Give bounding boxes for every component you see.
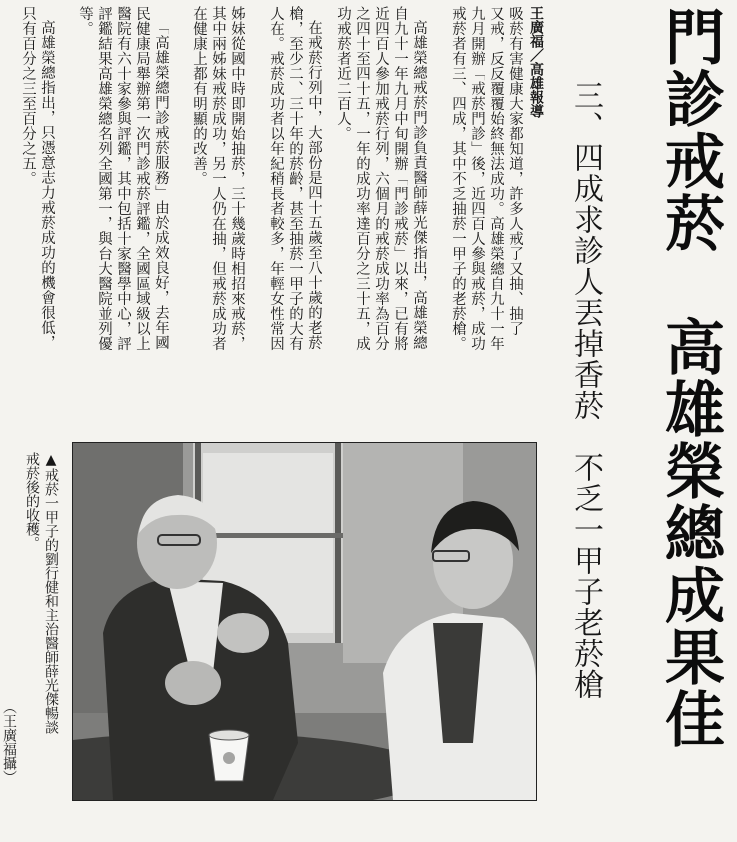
photo-caption-line: 戒菸後的收穫。 (24, 452, 40, 550)
body-line: 「高雄榮總門診戒菸服務」由於成效良好，去年國 (153, 20, 169, 350)
body-line: 高雄榮總戒菸門診負責醫師薛光傑指出，高雄榮總 (411, 20, 427, 350)
body-line: 在戒菸行列中，大部份是四十五歲至八十歲的老菸 (306, 20, 322, 350)
body-line: 人在。戒菸成功者以年紀稍長者較多，年輕女性常因 (268, 6, 284, 351)
body-line: 等。 (77, 6, 93, 36)
body-line: 槍，至少二、三十年的菸齡，甚至抽菸一甲子的大有 (287, 6, 303, 351)
body-line: 戒菸者有三、四成，其中不乏抽菸一甲子的老菸槍。 (450, 6, 466, 351)
body-line: 吸菸有害健康大家都知道，許多人戒了又抽、抽了 (507, 6, 523, 336)
body-line: 高雄榮總指出，只憑意志力戒菸成功的機會很低， (39, 20, 55, 350)
body-line: 在健康上都有明顯的改善。 (191, 6, 207, 186)
body-line: 評鑑結果高雄榮總名列全國第一，與台大醫院並列優 (96, 6, 112, 351)
body-line: 民健康局舉辦第一次門診戒菸評鑑，全國區域級以上 (134, 6, 150, 351)
body-line: 其中兩姊妹戒菸成功，另一人仍在抽，但戒菸成功者 (210, 6, 226, 351)
body-line: 只有百分之三至百分之五。 (20, 6, 36, 186)
body-line: 九月開辦「戒菸門診」後，近四百人參與戒菸，成功 (469, 6, 485, 351)
body-line: 之四十至四十五，一年的成功率達百分之三十五，成 (354, 6, 370, 351)
body-line: 近四百人參加戒菸行列，六個月的戒菸成功率為百分 (373, 6, 389, 351)
photo-caption-line: ▲戒菸一甲子的劉行健和主治醫師薛光傑暢談 (43, 452, 59, 734)
article-photo (72, 442, 537, 801)
body-line: 自九十一年九月中旬開辦「門診戒菸」以來，已有將 (392, 6, 408, 351)
byline: 王廣福／高雄報導 (528, 6, 544, 118)
photo-credit: （王廣福攝） (1, 700, 17, 784)
body-line: 醫院有六十家參與評鑑，其中包括十家醫學中心，評 (115, 6, 131, 351)
body-line: 又戒，反反覆覆始終無法成功。高雄榮總自九十一年 (488, 6, 504, 351)
headline: 門診戒菸 高雄榮總成果佳 (655, 6, 725, 750)
subheadline: 三、四成求診人丟掉香菸 不乏一甲子老菸槍 (568, 80, 603, 700)
body-line: 功戒菸者近二百人。 (335, 6, 351, 141)
body-line: 姊妹從國中時即開始抽菸，三十幾歲時相招來戒菸， (229, 6, 245, 351)
